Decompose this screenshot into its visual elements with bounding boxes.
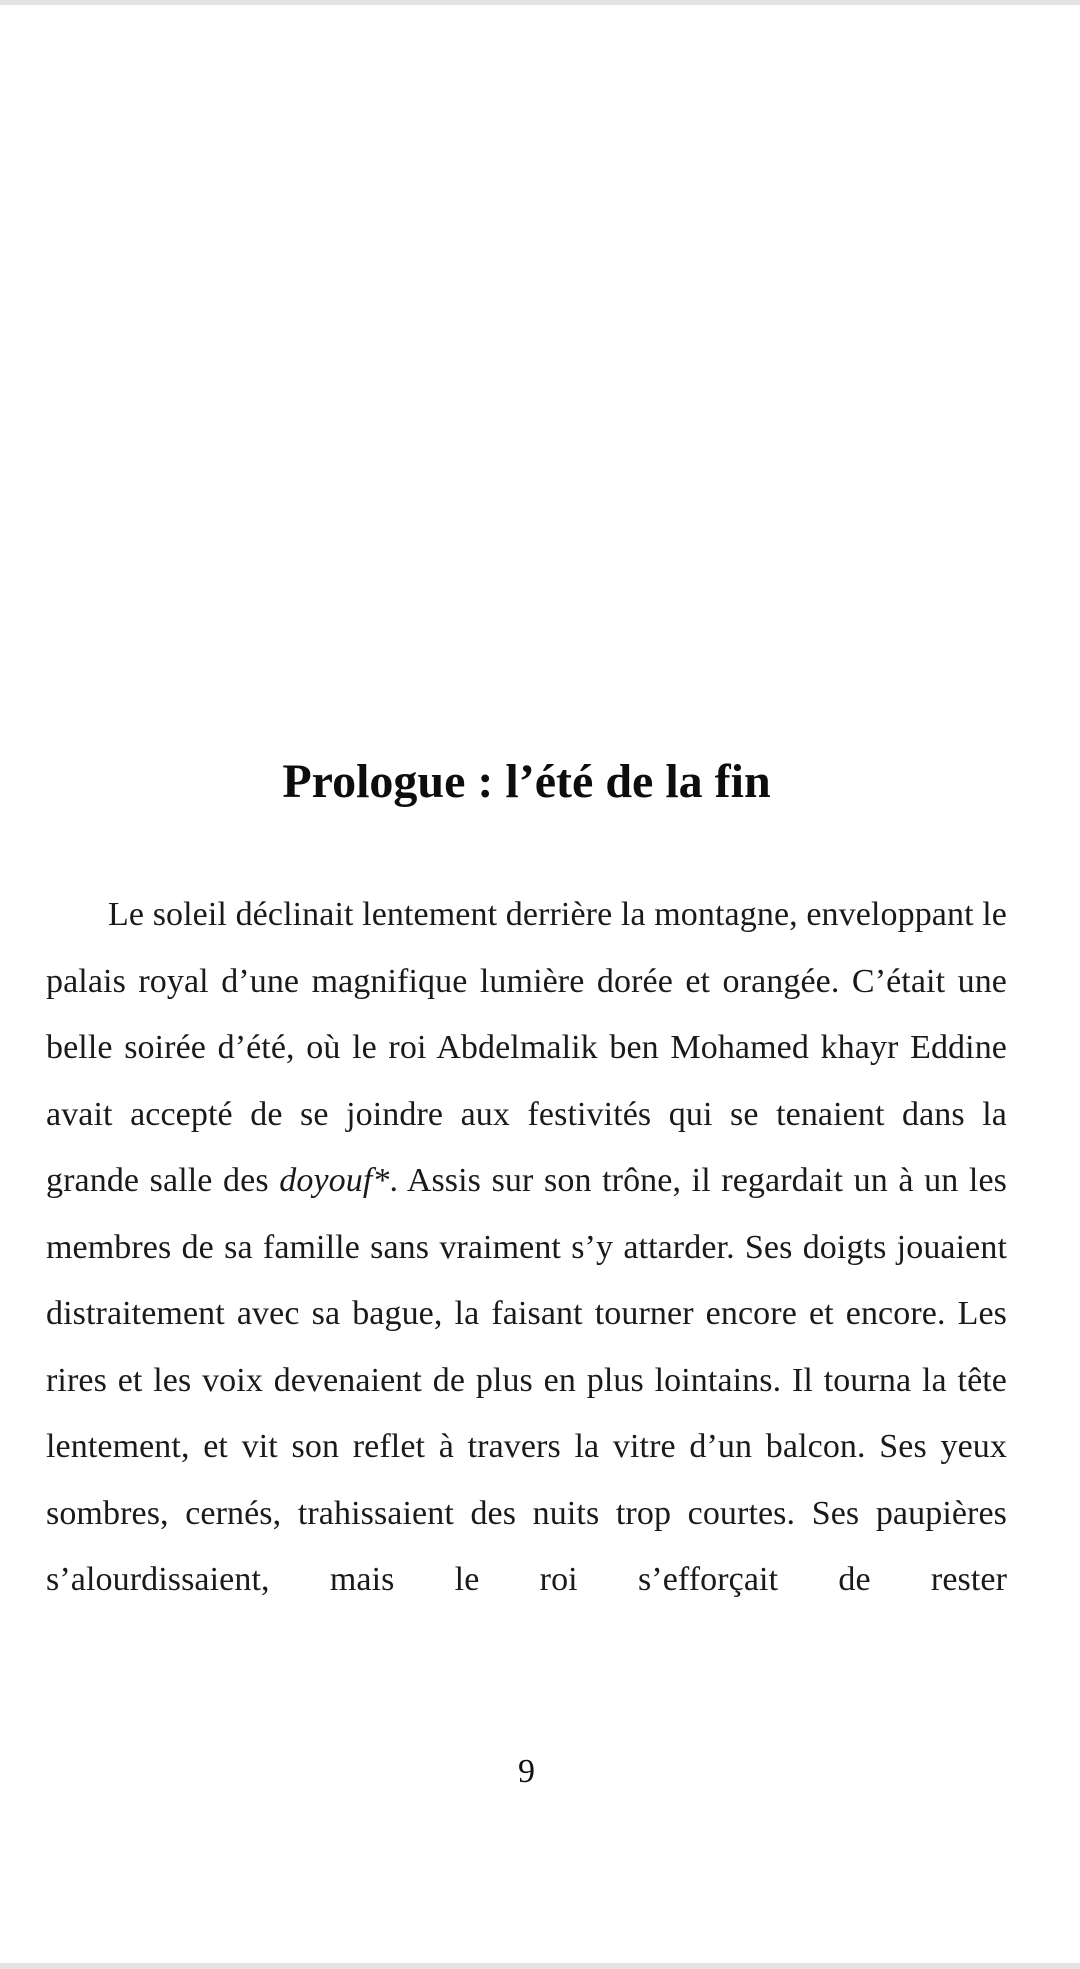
chapter-title: Prologue : l’été de la fin <box>282 755 771 808</box>
book-page <box>46 0 1007 1969</box>
bottom-border <box>0 1963 1080 1969</box>
paragraph-text-start: Le soleil déclinait lentement derrière la montagne, enveloppant le palais royal d’une magnifique lumière dorée et orangée. C’était une belle soirée d’été, où le roi Abdelmalik ben Mohamed khayr Eddine avait accepté de se joindre aux festivités qui se tenaient dans la grande salle des <box>46 896 1007 1199</box>
body-paragraph <box>46 882 1007 1614</box>
paragraph-text-end: . Assis sur son trône, il regardait un à un les membres de sa famille sans vraiment s’y attarder. Ses doigts jouaient distraitement avec sa bague, la faisant tourner encore et encore. Les rires et les voix devenaient de plus en plus lointains. Il tourna la tête lentement, et vit son reflet à travers la vitre d’un balcon. Ses yeux sombres, cernés, trahissaient des nuits trop courtes. Ses paupières s’alourdissaient, mais le roi s’efforçait de rester <box>46 1162 1007 1598</box>
page-number: 9 <box>518 1753 535 1790</box>
italic-term: doyouf* <box>279 1162 390 1199</box>
